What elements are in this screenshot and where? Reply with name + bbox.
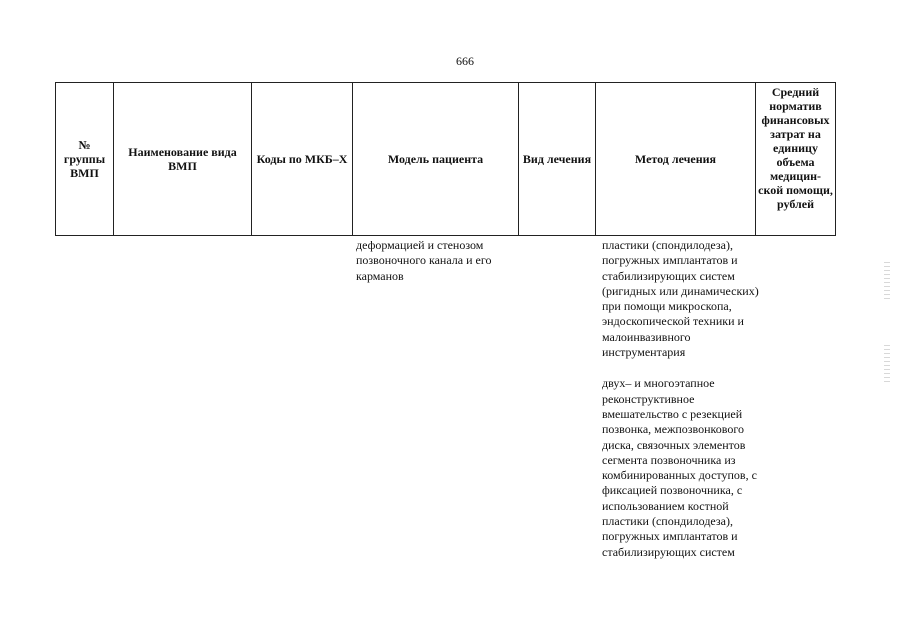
header-treatment-method: Метод лечения — [596, 83, 756, 236]
treatment-method-cell — [602, 238, 762, 576]
treatment-method-item: двух– и многоэтапное реконструктивное вмешательство с резекцией позвонка, межпозвонкового диска, связочных элементов сегмента позвоночника из комбинированных доступов, с фиксацией позвоночника, с использованием костной пластики (спондилодеза), погружных имплантатов и стабилизирующих систем — [602, 376, 757, 559]
patient-model-text: деформацией и стенозом позвоночного канала и его карманов — [356, 238, 492, 283]
header-patient-model: Модель пациента — [353, 83, 519, 236]
header-icd-codes: Коды по МКБ–Х — [252, 83, 353, 236]
vmp-table — [55, 82, 836, 236]
scan-artifact — [884, 262, 890, 302]
header-treatment-type: Вид лечения — [519, 83, 596, 236]
header-group-number: № группы ВМП — [56, 83, 114, 236]
treatment-method-item: пластики (спондилодеза), погружных имплантатов и стабилизирующих систем (ригидных или динамических) при помощи микроскопа, эндоскопической техники и малоинвазивного инструментария — [602, 238, 759, 360]
scan-artifact — [884, 345, 890, 383]
header-average-cost: Средний норматив финансовых затрат на единицу объема медицин-ской помощи, рублей — [756, 83, 836, 236]
table-header-row — [56, 83, 836, 236]
page-number: 666 — [456, 54, 474, 68]
header-vmp-name: Наименование вида ВМП — [114, 83, 252, 236]
